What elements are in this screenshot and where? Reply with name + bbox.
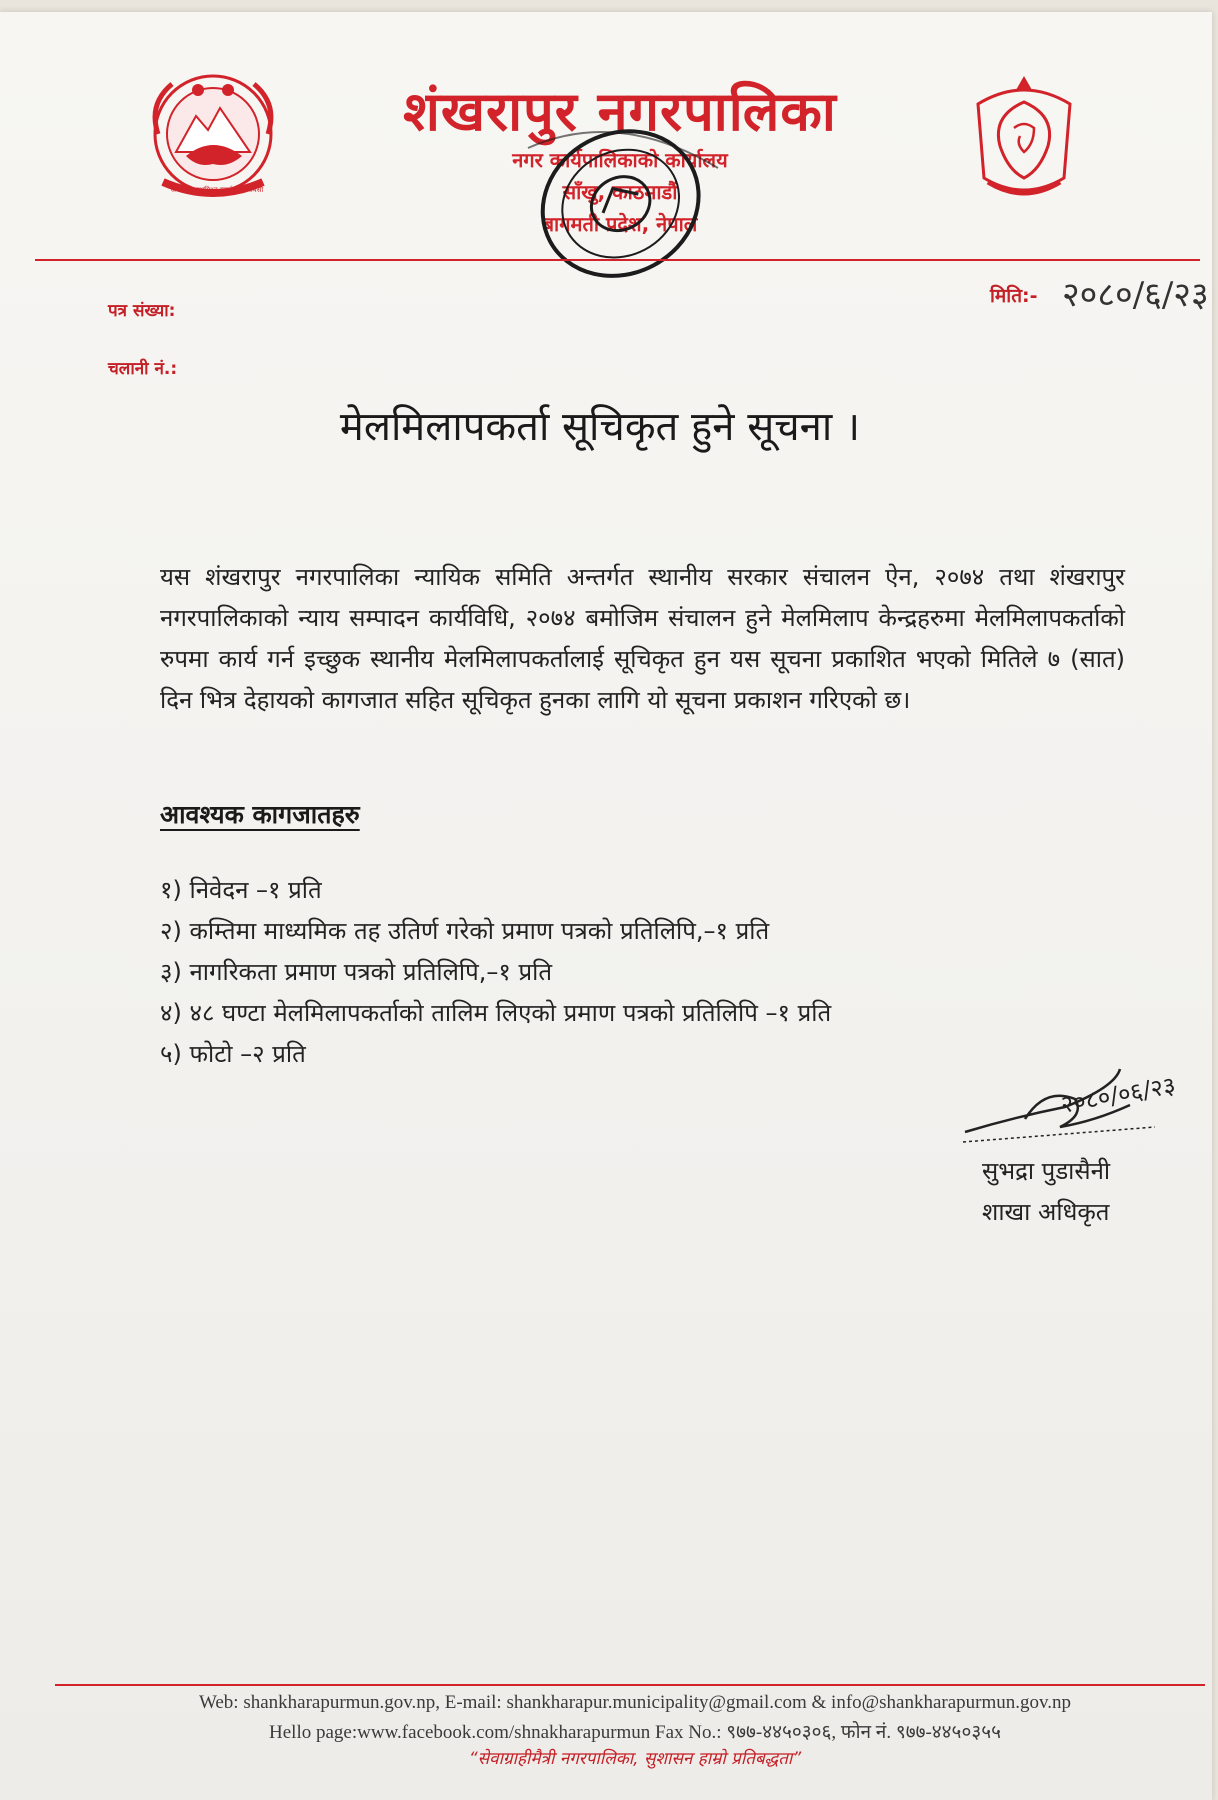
header-divider: [35, 259, 1200, 261]
required-documents-list: [160, 870, 831, 1075]
footer-contact-web: Web: shankharapurmun.gov.np, E-mail: shankharapur.municipality@gmail.com & info@shankharapurmun.gov.np: [198, 1692, 1072, 1713]
office-province: बागमती प्रदेश, नेपाल: [542, 212, 698, 236]
office-location: साँखु, काठमाडौं: [562, 180, 678, 204]
list-item: ४) ४८ घण्टा मेलमिलापकर्ताको तालिम लिएको प्रमाण पत्रको प्रतिलिपि –१ प्रति: [160, 999, 832, 1027]
footer-divider: [55, 1684, 1205, 1686]
date-label: मिति:-: [990, 285, 1038, 307]
signature-date: २०८०/०६/२३: [1058, 1071, 1178, 1119]
patra-sankhya-label: पत्र संख्या:: [108, 301, 176, 321]
list-item: ५) फोटो –२ प्रति: [160, 1040, 306, 1068]
date-handwritten: २०८०/६/२३: [1062, 275, 1209, 315]
footer-slogan: “सेवाग्राहीमैत्री नगरपालिका, सुशासन हाम्रो प्रतिबद्धता”: [468, 1749, 802, 1769]
required-documents-heading: आवश्यक कागजातहरु: [160, 800, 360, 829]
conch-shell-logo-icon: [968, 70, 1080, 210]
municipality-title: शंखरापुर नगरपालिका: [403, 80, 837, 143]
list-item: ३) नागरिकता प्रमाण पत्रको प्रतिलिपि,–१ प्रति: [160, 958, 553, 986]
notice-body: यस शंखरापुर नगरपालिका न्यायिक समिति अन्तर्गत स्थानीय सरकार संचालन ऐन, २०७४ तथा शंखरापुर नगरपालिकाको न्याय सम्पादन कार्यविधि, २०७४ बमोजिम संचालन हुने मेलमिलाप केन्द्रहरुमा मेलमिलापकर्ताको रुपमा कार्य गर्न इच्छुक स्थानीय मेलमिलापकर्तालाई सूचिकृत हुन यस सूचना प्रकाशित भएको मितिले ७ (सात) दिन भित्र देहायको कागजात सहित सूचिकृत हुनका लागि यो सूचना प्रकाशन गरिएको छ।: [160, 563, 1125, 714]
signatory-name: सुभद्रा पुडासैनी: [982, 1157, 1111, 1185]
letter-page: [0, 12, 1212, 1800]
footer-contact-phone: Hello page:www.facebook.com/shnakharapurmun Fax No.: ९७७-४४५०३०६, फोन नं. ९७७-४४५०३५५: [269, 1722, 1001, 1743]
list-item: १) निवेदन –१ प्रति: [160, 876, 322, 904]
notice-title: मेलमिलापकर्ता सूचिकृत हुने सूचना ।: [339, 404, 861, 450]
office-name: नगर कार्यपालिकाको कार्यालय: [512, 148, 728, 172]
list-item: २) कम्तिमा माध्यमिक तह उतिर्ण गरेको प्रमाण पत्रको प्रतिलिपि,–१ प्रति: [160, 917, 770, 945]
chalani-label: चलानी नं.:: [108, 359, 178, 379]
emblem-caption: जननी जन्मभूमिश्च स्वर्गादपि गरीयसी: [170, 186, 264, 194]
official-stamp: [508, 108, 738, 318]
signatory-post: शाखा अधिकृत: [982, 1198, 1110, 1226]
